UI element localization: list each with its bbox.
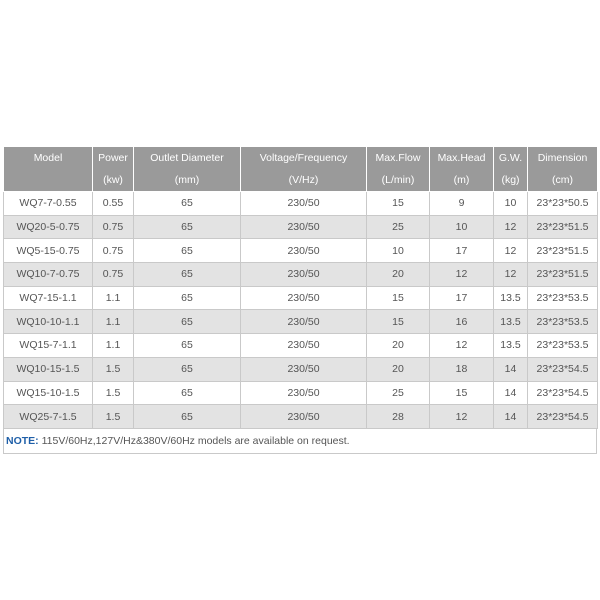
table-body (4, 192, 598, 429)
header-dimension (528, 147, 598, 192)
cell-model: WQ15-7-1.1 (4, 334, 93, 358)
cell-gross-weight: 14 (494, 357, 528, 381)
table-row (4, 334, 598, 358)
cell-model: WQ7-7-0.55 (4, 192, 93, 216)
header-dimension-label: Dimension (537, 152, 588, 164)
header-voltage-frequency-unit: (V/Hz) (288, 174, 319, 186)
cell-power: 1.5 (93, 381, 134, 405)
cell-model: WQ15-10-1.5 (4, 381, 93, 405)
cell-max-flow: 20 (367, 334, 430, 358)
availability-note (3, 429, 597, 454)
table-row (4, 357, 598, 381)
cell-max-flow: 20 (367, 357, 430, 381)
cell-max-head: 18 (430, 357, 494, 381)
cell-max-head: 10 (430, 215, 494, 239)
spec-table-container (3, 146, 597, 454)
cell-max-head: 9 (430, 192, 494, 216)
cell-outlet-diameter: 65 (134, 286, 241, 310)
table-row (4, 215, 598, 239)
cell-power: 1.1 (93, 310, 134, 334)
table-row (4, 239, 598, 263)
header-model-unit (4, 169, 92, 191)
cell-max-head: 16 (430, 310, 494, 334)
header-model-label: Model (33, 152, 63, 164)
cell-model: WQ10-7-0.75 (4, 263, 93, 287)
cell-gross-weight: 14 (494, 405, 528, 429)
cell-max-head: 17 (430, 286, 494, 310)
cell-max-flow: 28 (367, 405, 430, 429)
cell-gross-weight: 13.5 (494, 286, 528, 310)
cell-voltage-frequency: 230/50 (241, 215, 367, 239)
cell-model: WQ20-5-0.75 (4, 215, 93, 239)
cell-voltage-frequency: 230/50 (241, 192, 367, 216)
cell-max-head: 17 (430, 239, 494, 263)
cell-dimension: 23*23*50.5 (528, 192, 598, 216)
cell-outlet-diameter: 65 (134, 381, 241, 405)
cell-voltage-frequency: 230/50 (241, 357, 367, 381)
header-voltage-frequency-label: Voltage/Frequency (259, 152, 348, 164)
table-row (4, 310, 598, 334)
cell-model: WQ5-15-0.75 (4, 239, 93, 263)
cell-gross-weight: 12 (494, 263, 528, 287)
cell-dimension: 23*23*53.5 (528, 286, 598, 310)
cell-outlet-diameter: 65 (134, 405, 241, 429)
cell-gross-weight: 13.5 (494, 310, 528, 334)
table-row (4, 286, 598, 310)
header-voltage-frequency (241, 147, 367, 192)
cell-power: 0.75 (93, 239, 134, 263)
cell-voltage-frequency: 230/50 (241, 239, 367, 263)
header-max-flow-unit: (L/min) (381, 174, 415, 186)
cell-power: 1.5 (93, 357, 134, 381)
cell-outlet-diameter: 65 (134, 334, 241, 358)
cell-gross-weight: 10 (494, 192, 528, 216)
cell-model: WQ10-15-1.5 (4, 357, 93, 381)
header-gross-weight (494, 147, 528, 192)
cell-outlet-diameter: 65 (134, 263, 241, 287)
cell-voltage-frequency: 230/50 (241, 381, 367, 405)
cell-model: WQ7-15-1.1 (4, 286, 93, 310)
cell-max-flow: 15 (367, 286, 430, 310)
cell-power: 1.1 (93, 286, 134, 310)
header-gross-weight-unit: (kg) (501, 174, 520, 186)
header-max-head (430, 147, 494, 192)
header-outlet-diameter-unit: (mm) (174, 174, 200, 186)
header-row (4, 147, 598, 192)
cell-outlet-diameter: 65 (134, 215, 241, 239)
header-model (4, 147, 93, 192)
table-row (4, 405, 598, 429)
cell-max-head: 12 (430, 405, 494, 429)
cell-voltage-frequency: 230/50 (241, 310, 367, 334)
cell-power: 0.75 (93, 263, 134, 287)
cell-voltage-frequency: 230/50 (241, 286, 367, 310)
cell-gross-weight: 12 (494, 239, 528, 263)
cell-max-head: 15 (430, 381, 494, 405)
header-power (93, 147, 134, 192)
header-max-flow-label: Max.Flow (375, 152, 421, 164)
table-row (4, 263, 598, 287)
cell-dimension: 23*23*54.5 (528, 381, 598, 405)
cell-outlet-diameter: 65 (134, 192, 241, 216)
cell-voltage-frequency: 230/50 (241, 263, 367, 287)
cell-model: WQ10-10-1.1 (4, 310, 93, 334)
cell-outlet-diameter: 65 (134, 239, 241, 263)
cell-dimension: 23*23*53.5 (528, 310, 598, 334)
header-outlet-diameter (134, 147, 241, 192)
header-dimension-unit: (cm) (552, 174, 573, 186)
cell-gross-weight: 12 (494, 215, 528, 239)
cell-max-flow: 20 (367, 263, 430, 287)
table-row (4, 381, 598, 405)
note-label: NOTE: (6, 434, 39, 447)
cell-outlet-diameter: 65 (134, 357, 241, 381)
cell-power: 0.75 (93, 215, 134, 239)
header-max-head-label: Max.Head (437, 152, 486, 164)
cell-max-flow: 25 (367, 381, 430, 405)
header-power-label: Power (98, 152, 128, 164)
cell-power: 0.55 (93, 192, 134, 216)
spec-table (3, 146, 598, 429)
cell-voltage-frequency: 230/50 (241, 405, 367, 429)
note-text: 115V/60Hz,127V/Hz&380V/60Hz models are available on request. (38, 434, 350, 447)
cell-power: 1.5 (93, 405, 134, 429)
cell-gross-weight: 14 (494, 381, 528, 405)
cell-max-flow: 15 (367, 192, 430, 216)
cell-outlet-diameter: 65 (134, 310, 241, 334)
cell-dimension: 23*23*54.5 (528, 357, 598, 381)
cell-max-head: 12 (430, 334, 494, 358)
header-outlet-diameter-label: Outlet Diameter (150, 152, 224, 164)
table-row (4, 192, 598, 216)
header-gross-weight-label: G.W. (498, 152, 523, 164)
cell-max-head: 12 (430, 263, 494, 287)
cell-dimension: 23*23*51.5 (528, 239, 598, 263)
cell-model: WQ25-7-1.5 (4, 405, 93, 429)
cell-max-flow: 10 (367, 239, 430, 263)
cell-dimension: 23*23*53.5 (528, 334, 598, 358)
header-max-flow (367, 147, 430, 192)
table-header (4, 147, 598, 192)
cell-dimension: 23*23*51.5 (528, 215, 598, 239)
cell-gross-weight: 13.5 (494, 334, 528, 358)
cell-dimension: 23*23*51.5 (528, 263, 598, 287)
cell-voltage-frequency: 230/50 (241, 334, 367, 358)
cell-power: 1.1 (93, 334, 134, 358)
header-max-head-unit: (m) (453, 174, 470, 186)
header-power-unit: (kw) (103, 174, 123, 186)
cell-max-flow: 25 (367, 215, 430, 239)
cell-max-flow: 15 (367, 310, 430, 334)
cell-dimension: 23*23*54.5 (528, 405, 598, 429)
